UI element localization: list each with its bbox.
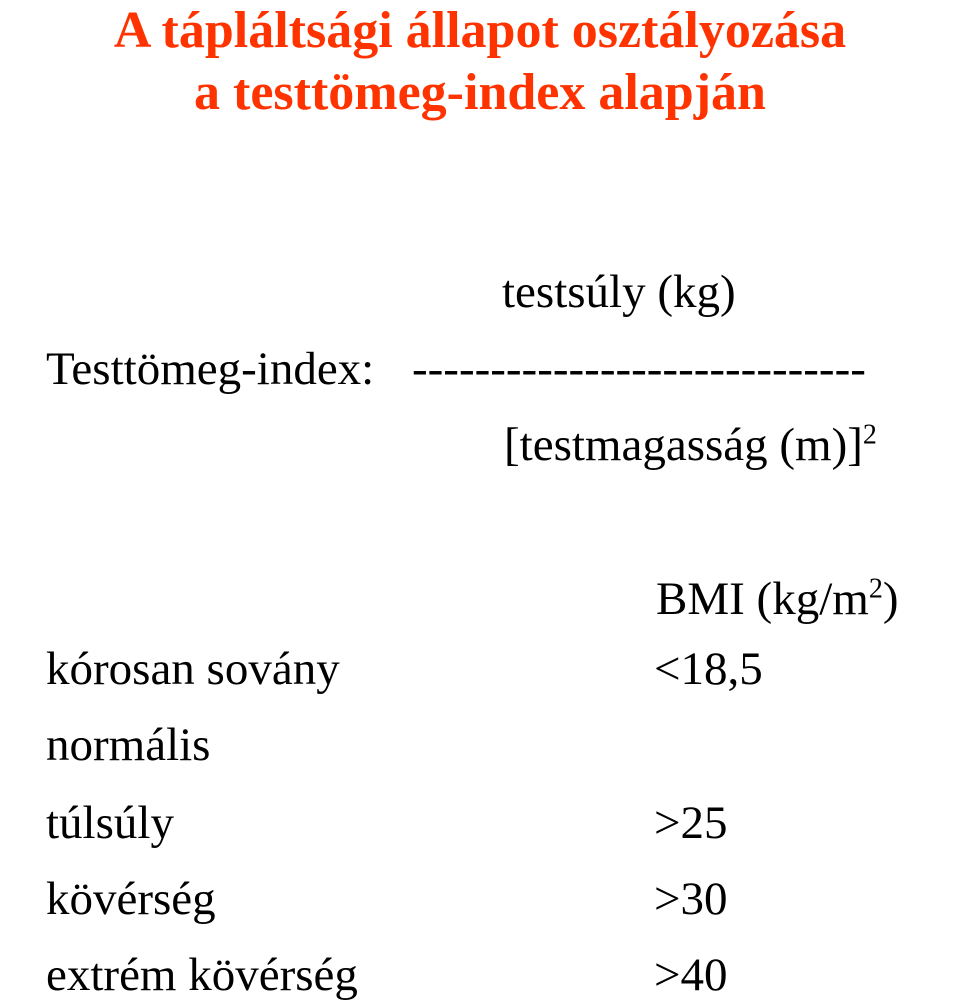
title-line-1: A tápláltsági állapot osztályozása (113, 2, 847, 59)
bmi-header-text: BMI (kg/m (656, 573, 869, 625)
category-value: <18,5 (654, 643, 763, 695)
denominator-text: [testmagasság (m)] (504, 419, 863, 471)
category-label: kórosan sovány (46, 643, 340, 695)
category-value: >40 (654, 949, 728, 1001)
category-value: >25 (654, 797, 728, 849)
fraction-line: ----------------------------- (412, 343, 866, 395)
category-label: normális (46, 719, 211, 771)
formula-label: Testtömeg-index: (46, 343, 375, 395)
bmi-header-close: ) (882, 573, 899, 625)
category-label: túlsúly (46, 797, 174, 849)
category-value: >30 (654, 873, 728, 925)
formula-numerator: testsúly (kg) (502, 266, 736, 318)
bmi-column-header (656, 572, 898, 626)
formula-denominator (504, 418, 877, 472)
category-label: extrém kövérség (46, 949, 358, 1001)
denominator-exponent: 2 (862, 419, 877, 451)
category-label: kövérség (46, 873, 216, 925)
title-line-2: a testtömeg-index alapján (194, 64, 766, 121)
page-title (0, 0, 960, 124)
bmi-header-exponent: 2 (868, 573, 883, 605)
